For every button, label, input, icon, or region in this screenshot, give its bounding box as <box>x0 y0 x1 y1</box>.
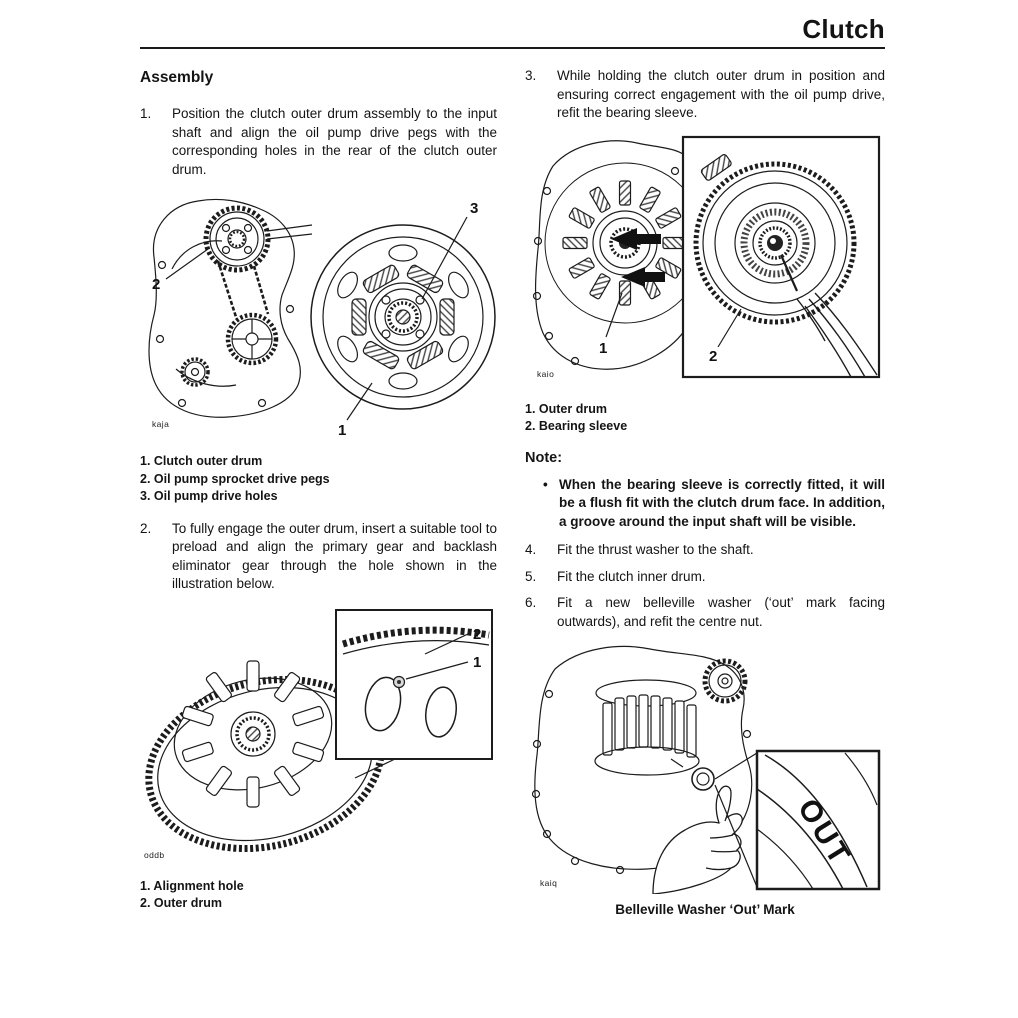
inset-box-bearing-sleeve <box>683 137 879 377</box>
engine-case-drawing <box>534 140 701 368</box>
step-text: Fit the clutch inner drum. <box>557 568 706 584</box>
clutch-inner-drum-drawing <box>595 680 714 790</box>
step-text: To fully engage the outer drum, insert a suitable tool to preload and align the primary gear and backlash eliminator gear through the hole shown in the illustration below. <box>172 520 497 591</box>
figure2-captions <box>140 878 497 913</box>
out-mark-text: OUT <box>791 793 858 873</box>
two-column-layout <box>140 67 885 927</box>
step-3 <box>525 67 885 123</box>
note-heading: Note: <box>525 449 563 466</box>
left-column <box>140 67 497 927</box>
step-number: 1. <box>140 106 152 121</box>
page-title: Clutch <box>802 14 885 44</box>
step-number: 3. <box>525 68 537 83</box>
note-text: When the bearing sleeve is correctly fitted, it will be a flush fit with the clutch drum face. In addition, a groove around the input shaft will be visible. <box>559 476 885 529</box>
figure4-code: kaiq <box>540 878 558 888</box>
figure2-alignment-hole <box>140 602 497 870</box>
figure1-code: kaja <box>152 419 170 429</box>
figure4-caption: Belleville Washer ‘Out’ Mark <box>615 902 795 917</box>
step-text: Position the clutch outer drum assembly to the input shaft and align the oil pump drive pegs with the corresponding holes in the rear of the clutch outer drum. <box>172 106 497 177</box>
step-text: While holding the clutch outer drum in position and ensuring correct engagement with the oil pump drive, refit the bearing sleeve. <box>557 68 885 120</box>
header-rule <box>140 47 885 49</box>
figure1-captions <box>140 453 497 506</box>
figure4-belleville-washer <box>525 639 885 894</box>
figure2-label-alignment-hole: 1 <box>473 653 482 671</box>
step-number: 6. <box>525 595 537 610</box>
inset-box-alignment-detail <box>336 610 492 759</box>
figure1-illustration <box>140 187 497 445</box>
figure2-illustration <box>140 602 497 870</box>
step-4 <box>525 541 885 560</box>
step-number: 5. <box>525 568 537 584</box>
figure3-captions <box>525 401 885 436</box>
figure1-label-outer-drum: 1 <box>338 422 347 439</box>
step-6 <box>525 594 885 631</box>
figure4-illustration <box>525 639 885 894</box>
figure2-label-outer-drum: 2 <box>473 625 482 643</box>
step-text: Fit the thrust washer to the shaft. <box>557 542 754 557</box>
right-column <box>525 67 885 927</box>
note-bullet-item <box>525 476 885 532</box>
caption-line: 2. Oil pump sprocket drive pegs <box>140 471 330 486</box>
caption-line: 3. Oil pump drive holes <box>140 489 278 503</box>
inset-box-out-mark <box>757 751 879 889</box>
caption-line: 1. Clutch outer drum <box>140 454 263 468</box>
figure3-bearing-sleeve <box>525 131 885 393</box>
figure3-label-bearing-sleeve: 2 <box>709 347 718 365</box>
step-1 <box>140 105 497 179</box>
step-number: 4. <box>525 542 537 557</box>
figure3-illustration <box>525 131 885 393</box>
step-number: 2. <box>140 520 152 536</box>
step-5 <box>525 568 885 587</box>
figure3-label-outer-drum: 1 <box>599 339 608 357</box>
caption-line: 1. Alignment hole <box>140 878 244 893</box>
bullet-icon: • <box>543 476 548 492</box>
figure1-label-drive-holes: 3 <box>470 200 479 217</box>
figure3-code: kaio <box>537 368 555 379</box>
figure2-code: oddb <box>144 849 165 860</box>
step-text: Fit a new belleville washer (‘out’ mark facing outwards), and refit the centre nut. <box>557 595 885 629</box>
caption-line: 2. Outer drum <box>140 896 222 910</box>
step-2 <box>140 520 497 594</box>
oil-pump-sprocket-drawing <box>182 208 276 385</box>
figure1-label-drive-pegs: 2 <box>152 276 161 293</box>
assembly-heading: Assembly <box>140 69 214 86</box>
caption-line: 1. Outer drum <box>525 401 607 416</box>
caption-line: 2. Bearing sleeve <box>525 419 628 433</box>
figure1-clutch-outer-drum <box>140 187 497 445</box>
page-header <box>140 10 885 49</box>
clutch-drum-rear-drawing <box>311 225 495 409</box>
hand-drawing <box>653 786 742 894</box>
direction-arrows <box>611 228 665 287</box>
